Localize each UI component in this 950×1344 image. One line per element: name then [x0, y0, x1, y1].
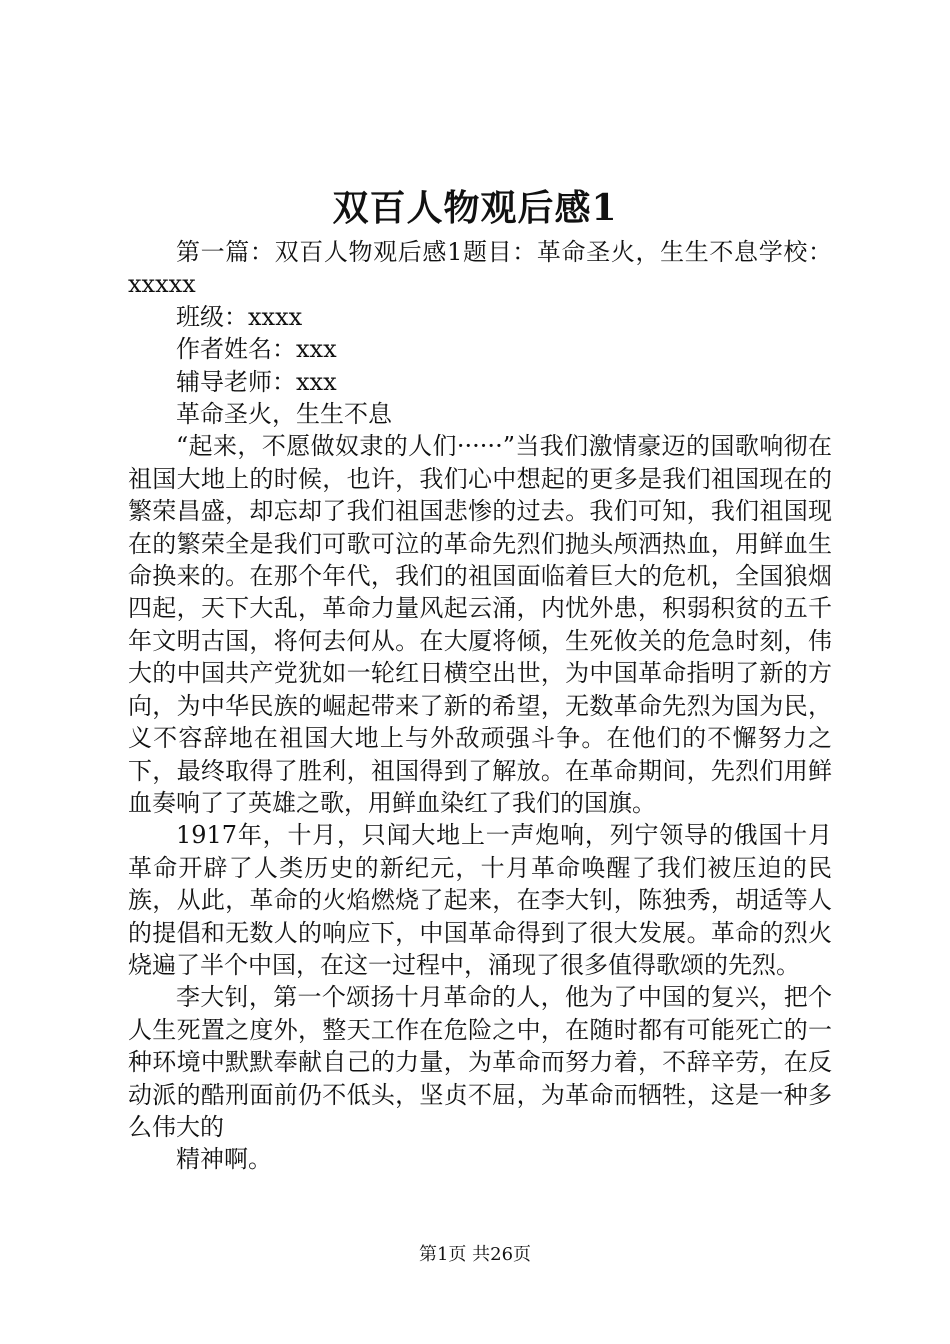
- paragraph-october-revolution: 1917年，十月，只闻大地上一声炮响，列宁领导的俄国十月革命开辟了人类历史的新纪元，十月革命唤醒了我们被压迫的民族，从此，革命的火焰燃烧了起来，在李大钊，陈独秀，胡适等人的提倡和无数人的响应下，中国革命得到了很大发展。革命的烈火烧遍了半个中国，在这一过程中，涌现了很多值得歌颂的先烈。: [128, 821, 832, 979]
- document-title: 双百人物观后感1: [332, 187, 618, 229]
- page-footer: 第1页 共26页: [418, 1244, 532, 1265]
- paragraph-li-dazhao: 李大钊，第一个颂扬十月革命的人，他为了中国的复兴，把个人生死置之度外，整天工作在危险之中，在随时都有可能死亡的一种环境中默默奉献自己的力量，为革命而努力着，不辞辛劳，在反动派的酷刑面前仍不低头，坚贞不屈，为革命而牺牲，这是一种多么伟大的: [128, 983, 832, 1141]
- paragraph-subtitle: 革命圣火，生生不息: [176, 400, 392, 429]
- document-body: [128, 236, 832, 1176]
- paragraph-advisor: 辅导老师：xxx: [176, 367, 337, 396]
- paragraph-author: 作者姓名：xxx: [176, 335, 337, 364]
- paragraph-anthem: “起来，不愿做奴隶的人们······”当我们激情豪迈的国歌响彻在祖国大地上的时候，也许，我们心中想起的更多是我们祖国现在的繁荣昌盛，却忘却了我们祖国悲惨的过去。我们可知，我们祖国现在的繁荣全是我们可歌可泣的革命先烈们抛头颅洒热血，用鲜血生命换来的。在那个年代，我们的祖国面临着巨大的危机，全国狼烟四起，天下大乱，革命力量风起云涌，内忧外患，积弱积贫的五千年文明古国，将何去何从。在大厦将倾，生死攸关的危急时刻，伟大的中国共产党犹如一轮红日横空出世，为中国革命指明了新的方向，为中华民族的崛起带来了新的希望，无数革命先烈为国为民，义不容辞地在祖国大地上与外敌顽强斗争。在他们的不懈努力之下，最终取得了胜利，祖国得到了解放。在革命期间，先烈们用鲜血奏响了了英雄之歌，用鲜血染红了我们的国旗。: [128, 432, 832, 817]
- paragraph-class: 班级：xxxx: [176, 302, 303, 331]
- paragraph-first-chapter: 第一篇：双百人物观后感1题目：革命圣火，生生不息学校：xxxxx: [128, 238, 832, 299]
- paragraph-spirit: 精神啊。: [176, 1145, 272, 1174]
